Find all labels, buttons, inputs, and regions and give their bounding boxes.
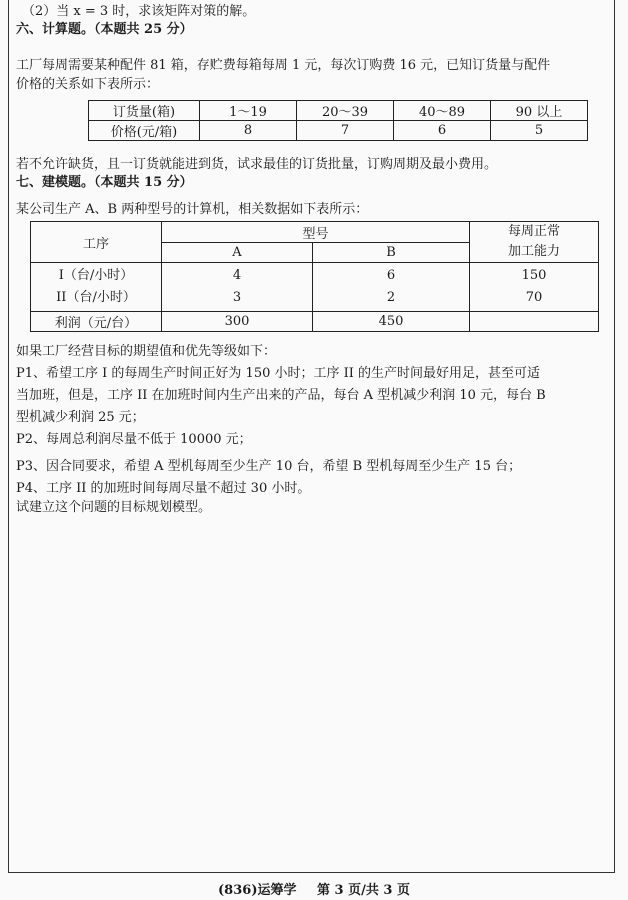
value-cell: 70 <box>525 290 543 305</box>
value-cell: 150 <box>521 268 547 283</box>
table-header-cell: B <box>313 243 470 263</box>
goal-p1-line-2: 当加班，但是，工序 II 在加班时间内生产出来的产品，每台 A 型机减少利润 10 元，每台 B <box>16 388 546 403</box>
section-6-para-2: 价格的关系如下表所示： <box>16 77 160 92</box>
table-cell: 7 <box>297 121 394 141</box>
goal-p2: P2、每周总利润尽量不低于 10000 元； <box>16 432 252 447</box>
table-cell <box>470 312 599 332</box>
question-part-2: （2）当 x = 3 时，求该矩阵对策的解。 <box>22 4 256 19</box>
table-cell: 1～19 <box>200 101 297 121</box>
table-cell: 40～89 <box>394 101 491 121</box>
goal-p1-line-3: 型机减少利润 25 元； <box>16 410 145 425</box>
production-table <box>30 221 599 332</box>
table-cell: 价格(元/箱) <box>89 121 200 141</box>
value-cell: 4 <box>232 268 242 283</box>
table-header-cell: 型号 <box>162 222 470 243</box>
table-header-cell: A <box>162 243 313 263</box>
capacity-header-line-1: 每周正常 <box>507 224 560 239</box>
table-row <box>31 312 599 332</box>
value-cell: 6 <box>386 268 396 283</box>
section-7-heading: 七、建模题。（本题共 15 分） <box>16 175 193 190</box>
price-table <box>88 100 588 141</box>
goals-intro: 如果工厂经营目标的期望值和优先等级如下： <box>16 344 277 359</box>
table-header-cell: 工序 <box>31 222 162 263</box>
table-row <box>31 263 599 312</box>
table-cell: 450 <box>313 312 470 332</box>
table-cell: 90 以上 <box>491 101 588 121</box>
table-cell <box>470 263 599 312</box>
table-row <box>31 222 599 243</box>
table-cell: 5 <box>491 121 588 141</box>
goal-p4: P4、工序 II 的加班时间每周尽量不超过 30 小时。 <box>16 481 311 496</box>
table-cell: 6 <box>394 121 491 141</box>
value-cell: 3 <box>232 290 242 305</box>
section-6-para-3: 若不允许缺货，且一订货就能进到货，试求最佳的订货批量，订购周期及最小费用。 <box>16 157 498 172</box>
table-cell: 订货量(箱) <box>89 101 200 121</box>
table-cell: 利润（元/台） <box>31 312 162 332</box>
page-number: 第 3 页/共 3 页 <box>317 883 410 898</box>
section-7-intro: 某公司生产 A、B 两种型号的计算机，相关数据如下表所示： <box>16 202 369 217</box>
row-label-process-1: I（台/小时） <box>58 268 134 283</box>
table-header-cell <box>470 222 599 263</box>
section-6-para-1: 工厂每周需要某种配件 81 箱，存贮费每箱每周 1 元，每次订购费 16 元，已知订货量与配件 <box>16 58 551 73</box>
table-cell <box>162 263 313 312</box>
section-6-heading: 六、计算题。（本题共 25 分） <box>16 22 193 37</box>
table-cell: 8 <box>200 121 297 141</box>
capacity-header-line-2: 加工能力 <box>507 244 560 259</box>
goal-p1-line-1: P1、希望工序 I 的每周生产时间正好为 150 小时；工序 II 的生产时间最好用足，甚至可适 <box>16 366 541 381</box>
goal-p3: P3、因合同要求，希望 A 型机每周至少生产 10 台，希望 B 型机每周至少生产 15 台； <box>16 459 522 474</box>
task-statement: 试建立这个问题的目标规划模型。 <box>16 500 212 515</box>
page-footer <box>0 879 628 898</box>
table-row <box>89 101 588 121</box>
row-label-process-2: II（台/小时） <box>56 290 136 305</box>
table-cell <box>313 263 470 312</box>
value-cell: 2 <box>386 290 396 305</box>
table-row <box>89 121 588 141</box>
course-code: (836)运筹学 <box>218 883 297 898</box>
table-cell: 20～39 <box>297 101 394 121</box>
table-cell <box>31 263 162 312</box>
table-cell: 300 <box>162 312 313 332</box>
